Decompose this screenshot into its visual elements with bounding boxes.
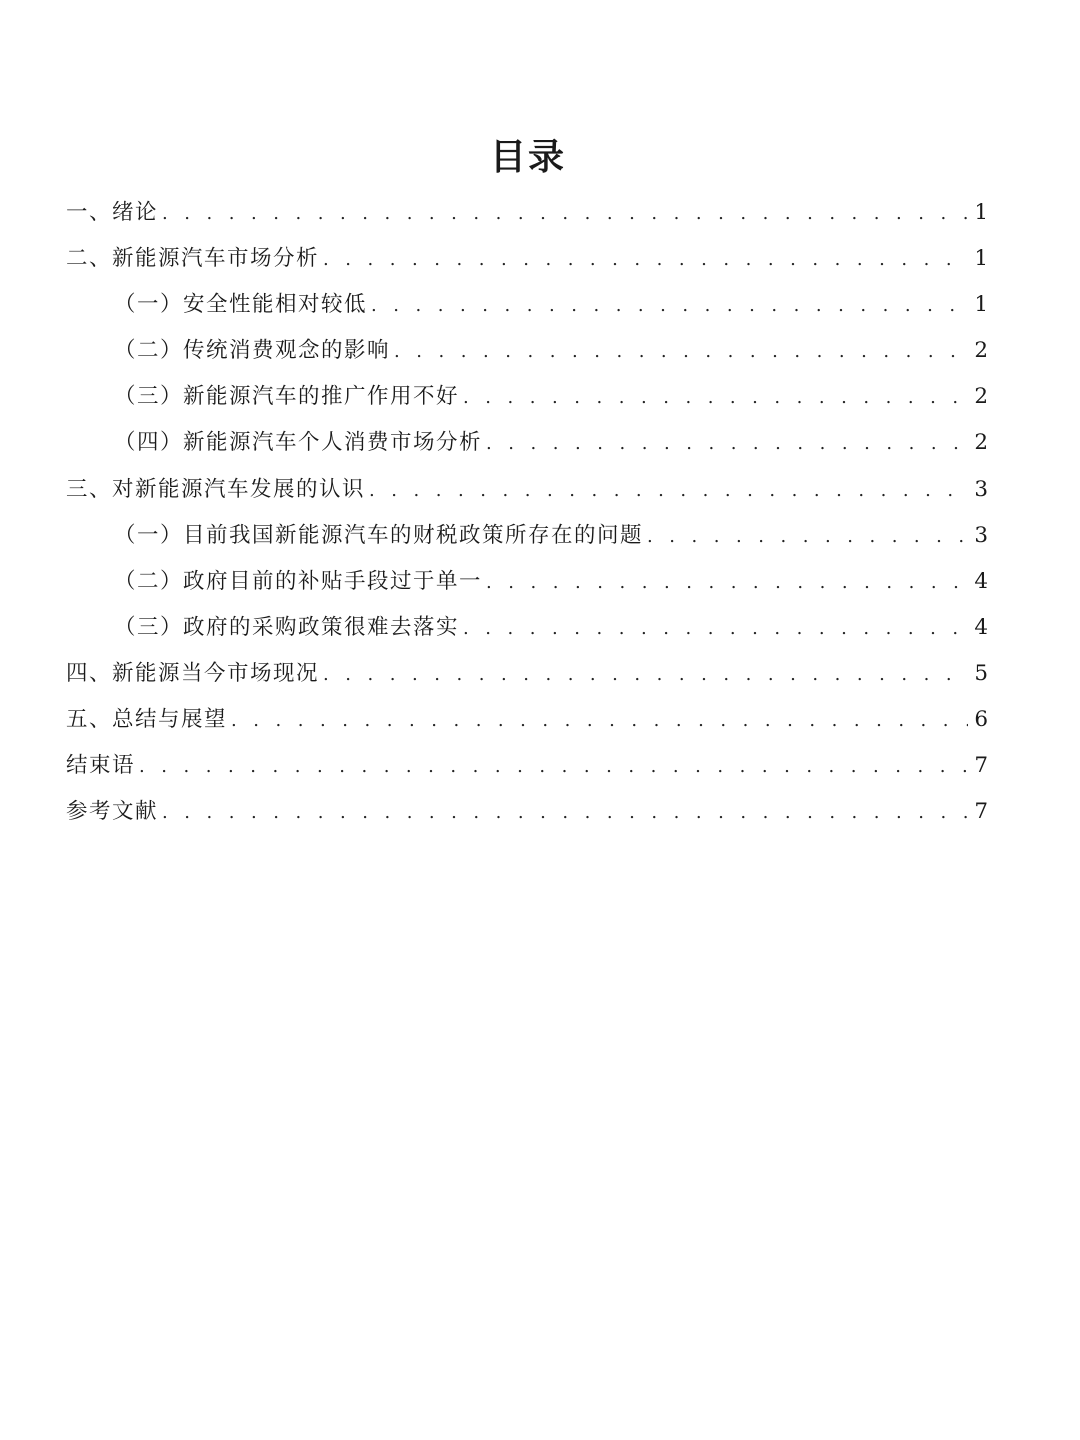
toc-page-number: 4 [974,568,988,594]
toc-entry-text: 二、新能源汽车市场分析 [66,246,320,272]
toc-dot-leader [463,375,968,421]
toc-page-number: 2 [974,384,988,410]
toc-entry[interactable] [66,190,988,236]
toc-entry[interactable] [66,282,988,328]
toc-title: 目录 [489,137,566,178]
toc-entry[interactable] [66,743,988,789]
toc-entry[interactable] [66,328,988,374]
toc-page-number: 1 [974,292,988,318]
toc-page-number: 6 [974,707,988,733]
toc-entry[interactable] [66,559,988,605]
toc-dot-leader [323,237,968,283]
toc-page-number: 1 [974,200,988,225]
toc-dot-leader [486,421,968,467]
toc-dot-leader [463,606,968,652]
toc-page-number: 7 [974,799,988,825]
toc-dot-leader [371,283,968,329]
toc-page-number: 4 [974,614,988,640]
toc-entry-text: （四）新能源汽车个人消费市场分析 [114,430,483,456]
toc-entry[interactable] [66,651,988,697]
toc-dot-leader [369,468,968,514]
toc-entry-text: 四、新能源当今市场现况 [66,660,320,686]
toc-dot-leader [139,744,968,790]
toc-entry-text: 三、对新能源汽车发展的认识 [66,476,366,502]
toc-dot-leader [162,790,968,836]
toc-entry-text: （一）目前我国新能源汽车的财税政策所存在的问题 [114,522,644,548]
toc-entry[interactable] [66,374,988,420]
toc-page-number: 3 [974,522,988,548]
toc-entry-text: 参考文献 [66,799,159,825]
toc-dot-leader [394,329,968,375]
toc-entry-text: （三）政府的采购政策很难去落实 [114,614,460,640]
toc-dot-leader [647,514,968,560]
toc-entry[interactable] [66,513,988,559]
toc-entry[interactable] [66,605,988,651]
toc-entry[interactable] [66,420,988,466]
toc-entry[interactable] [66,467,988,513]
toc-entry-text: 结束语 [66,753,136,779]
toc-page-number: 2 [974,430,988,456]
toc-page-number: 7 [974,753,988,779]
toc-entry-text: （二）传统消费观念的影响 [114,338,391,364]
toc-list [66,190,988,835]
toc-page-number: 2 [974,338,988,364]
toc-entry-text: （三）新能源汽车的推广作用不好 [114,384,460,410]
toc-page-number: 3 [974,476,988,502]
toc-entry-text: （二）政府目前的补贴手段过于单一 [114,568,483,594]
toc-dot-leader [486,560,968,606]
toc-dot-leader [162,191,968,237]
toc-entry[interactable] [66,697,988,743]
toc-entry-text: 一、绪论 [66,200,159,225]
toc-dot-leader [323,652,968,698]
toc-dot-leader [231,698,968,744]
toc-entry-text: 五、总结与展望 [66,707,228,733]
toc-entry[interactable] [66,236,988,282]
toc-page-number: 5 [974,660,988,686]
toc-page-number: 1 [974,246,988,272]
toc-entry[interactable] [66,789,988,835]
toc-entry-text: （一）安全性能相对较低 [114,292,368,318]
